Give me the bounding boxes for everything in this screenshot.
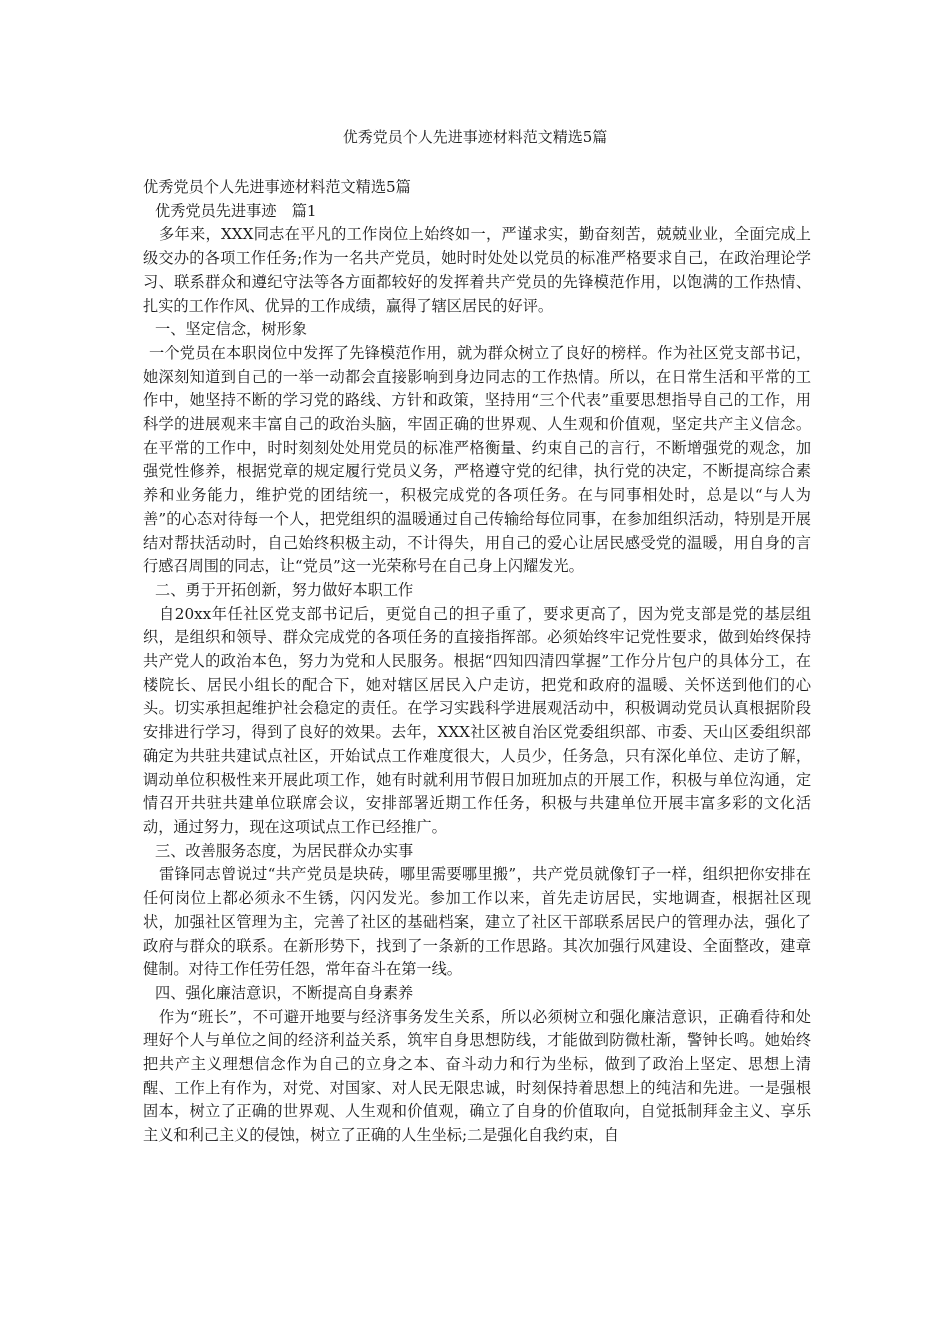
- article-heading: 优秀党员个人先进事迹材料范文精选5篇: [143, 178, 411, 196]
- document-title: 优秀党员个人先进事迹材料范文精选5篇: [342, 128, 608, 146]
- paragraph-section-3: 雷锋同志曾说过“共产党员是块砖，哪里需要哪里搬”，共产党员就像钉子一样，组织把你安排在任何岗位上都必须永不生锈，闪闪发光。参加工作以来，首先走访居民，实地调查，根据社区现状，加强社区管理为主，完善了社区的基础档案，建立了社区干部联系居民户的管理办法，强化了政府与群众的联系。在新形势下，找到了一条新的工作思路。其次加强行风建设、全面整改，建章健制。对待工作任劳任怨，常年奋斗在第一线。: [143, 865, 811, 979]
- paragraph-section-1: 一个党员在本职岗位中发挥了先锋模范作用，就为群众树立了良好的榜样。作为社区党支部书记，她深刻知道到自己的一举一动都会直接影响到身边同志的工作热情。所以，在日常生活和平常的工作中，她坚持不断的学习党的路线、方针和政策，坚持用“三个代表”重要思想指导自己的工作，用科学的进展观来丰富自己的政治头脑，牢固正确的世界观、人生观和价值观，坚定共产主义信念。在平常的工作中，时时刻刻处处用党员的标准严格衡量、约束自己的言行，不断增强党的观念，加强党性修养，根据党章的规定履行党员义务，严格遵守党的纪律，执行党的决定，不断提高综合素养和业务能力，维护党的团结统一，积极完成党的各项任务。在与同事相处时，总是以“与人为善”的心态对待每一个人，把党组织的温暖通过自己传输给每位同事，在参加组织活动，特别是开展结对帮扶活动时，自己始终积极主动，不计得失，用自己的爱心让居民感受党的温暖，用自身的言行感召周围的同志，让“党员”这一光荣称号在自己身上闪耀发光。: [143, 343, 811, 576]
- paragraph-intro: 多年来，XXX同志在平凡的工作岗位上始终如一，严谨求实，勤奋刻苦，兢兢业业，全面完成上级交办的各项工作任务;作为一名共产党员，她时时处处以党员的标准严格要求自己，在政治理论学习、联系群众和遵纪守法等各方面都较好的发挥着共产党员的先锋模范作用，以饱满的工作热情、扎实的工作作风、优异的工作成绩，赢得了辖区居民的好评。: [143, 225, 811, 315]
- section-heading-2: 二、勇于开拓创新，努力做好本职工作: [155, 580, 414, 599]
- section-heading-1: 一、坚定信念，树形象: [155, 320, 307, 339]
- section-heading-3: 三、改善服务态度，为居民群众办实事: [155, 841, 414, 860]
- section-heading-4: 四、强化廉洁意识，不断提高自身素养: [155, 983, 414, 1002]
- paragraph-section-4: 作为“班长”，不可避开地要与经济事务发生关系，所以必须树立和强化廉洁意识，正确看待和处理好个人与单位之间的经济利益关系，筑牢自身思想防线，才能做到防微杜渐，警钟长鸣。她始终把共产主义理想信念作为自己的立身之本、奋斗动力和行为坐标，做到了政治上坚定、思想上清醒、工作上有作为，对党、对国家、对人民无限忠诚，时刻保持着思想上的纯洁和先进。一是强根固本，树立了正确的世界观、人生观和价值观，确立了自身的价值取向，自觉抵制拜金主义、享乐主义和利己主义的侵蚀，树立了正确的人生坐标;二是强化自我约束，自: [143, 1007, 811, 1145]
- article-subheading: 优秀党员先进事迹 篇1: [155, 201, 317, 220]
- paragraph-section-2: 自20xx年任社区党支部书记后，更觉自己的担子重了，要求更高了，因为党支部是党的基层组织，是组织和领导、群众完成党的各项任务的直接指挥部。必须始终牢记党性要求，做到始终保持共产党人的政治本色，努力为党和人民服务。根据“四知四清四掌握”工作分片包户的具体分工，在楼院长、居民小组长的配合下，她对辖区居民入户走访，把党和政府的温暖、关怀送到他们的心头。切实承担起维护社会稳定的责任。在学习实践科学进展观活动中，积极调动党员认真根据阶段安排进行学习，得到了良好的效果。去年，XXX社区被自治区党委组织部、市委、天山区委组织部确定为共驻共建试点社区，开始试点工作难度很大，人员少，任务急，只有深化单位、走访了解，调动单位积极性来开展此项工作，她有时就利用节假日加班加点的开展工作，积极与单位沟通，定情召开共驻共建单位联席会议，安排部署近期工作任务，积极与共建单位开展丰富多彩的文化活动，通过努力，现在这项试点工作已经推广。: [143, 604, 811, 836]
- document-body: [143, 176, 811, 1148]
